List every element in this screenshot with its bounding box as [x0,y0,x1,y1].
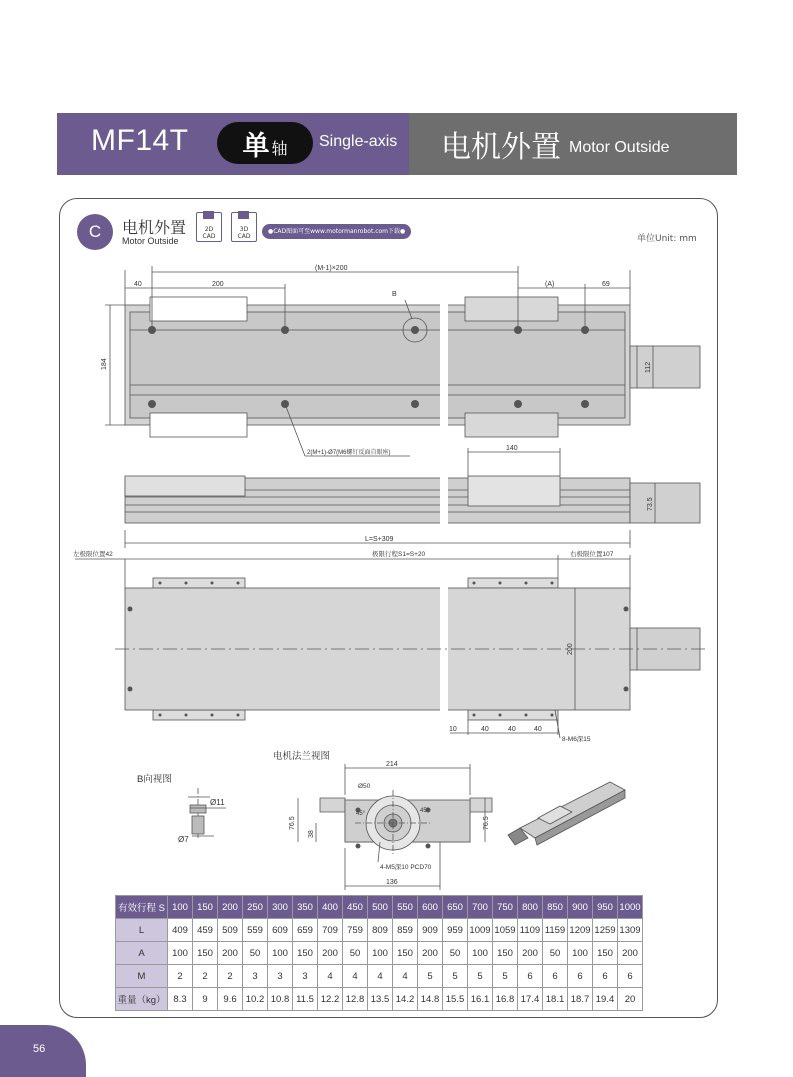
spec-stroke-550: 550 [393,896,418,919]
table-cell: 13.5 [368,988,393,1011]
spec-stroke-950: 950 [593,896,618,919]
table-row-label: 重量（kg） [116,988,168,1011]
motor-en: Motor Outside [569,139,670,156]
spec-header-row [116,896,643,919]
table-cell: 150 [293,942,318,965]
table-cell: 19.4 [593,988,618,1011]
table-row [116,919,643,942]
table-cell: 6 [568,965,593,988]
dim-a: (A) [545,281,555,288]
table-cell: 809 [368,919,393,942]
spec-stroke-300: 300 [268,896,293,919]
cad-3d-icon[interactable] [231,212,257,242]
flange-214: 214 [386,761,398,768]
table-cell: 100 [468,942,493,965]
cad-download-note[interactable]: ●CAD图面可至www.motormanrobot.com下载● [262,224,411,239]
table-row [116,988,643,1011]
banner-left [57,113,409,175]
table-cell: 50 [543,942,568,965]
dim-total-len: L=S+309 [365,536,394,543]
flange-45-a: 45° [356,811,366,817]
table-cell: 17.4 [518,988,543,1011]
dim-holes: 2(M+1)-Ø7(M6螺钉反面自眼座) [307,450,391,456]
table-cell: 959 [443,919,468,942]
axis-en: Single-axis [319,133,398,150]
table-cell: 1009 [468,919,493,942]
table-cell: 12.8 [343,988,368,1011]
b-view-title: B向视图 [137,774,172,785]
table-cell: 100 [568,942,593,965]
table-cell: 609 [268,919,293,942]
table-cell: 559 [243,919,268,942]
table-row-label: A [116,942,168,965]
table-cell: 150 [593,942,618,965]
table-cell: 15.5 [443,988,468,1011]
table-cell: 5 [493,965,518,988]
table-cell: 6 [518,965,543,988]
dim-112: 112 [645,361,652,373]
b-view-11: Ø11 [210,798,225,807]
table-cell: 20 [618,988,643,1011]
table-cell: 12.2 [318,988,343,1011]
dim-40: 40 [134,281,142,288]
table-cell: 9 [193,988,218,1011]
spec-stroke-600: 600 [418,896,443,919]
dim-m6: 8-M6深15 [562,736,591,743]
table-cell: 4 [368,965,393,988]
technical-drawing [60,255,710,895]
table-cell: 859 [393,919,418,942]
spec-stroke-400: 400 [318,896,343,919]
table-cell: 6 [618,965,643,988]
table-cell: 409 [168,919,193,942]
table-row [116,965,643,988]
table-cell: 200 [618,942,643,965]
dim-10: 10 [449,726,457,733]
table-cell: 2 [218,965,243,988]
axis-pill [217,122,313,164]
spec-header-label: 有效行程 S [116,896,168,919]
flange-m5: 4-M5深10 PCD70 [380,864,432,871]
table-cell: 4 [318,965,343,988]
banner-right [409,113,737,175]
table-cell: 1159 [543,919,568,942]
spec-stroke-800: 800 [518,896,543,919]
flange-45-b: 45° [420,808,430,814]
table-cell: 100 [368,942,393,965]
table-cell: 18.1 [543,988,568,1011]
flange-76-5-a: 76.5 [289,816,296,830]
table-cell: 659 [293,919,318,942]
spec-stroke-900: 900 [568,896,593,919]
cad-2d-label: 2D CAD [202,226,216,240]
spec-stroke-250: 250 [243,896,268,919]
table-cell: 759 [343,919,368,942]
table-cell: 2 [168,965,193,988]
table-cell: 11.5 [293,988,318,1011]
table-cell: 509 [218,919,243,942]
table-cell: 50 [443,942,468,965]
table-cell: 709 [318,919,343,942]
table-cell: 50 [243,942,268,965]
dim-200-vertical: 200 [567,643,574,655]
table-cell: 150 [493,942,518,965]
table-cell: 9.6 [218,988,243,1011]
table-cell: 16.1 [468,988,493,1011]
spec-body [116,919,643,1011]
page-number: 56 [33,1043,46,1055]
dim-stroke: 极限行程S1=S+20 [372,551,426,558]
axis-cn-big: 单 [242,130,270,162]
spec-stroke-750: 750 [493,896,518,919]
table-cell: 10.2 [243,988,268,1011]
model-name: MF14T [91,124,189,157]
dim-140: 140 [506,445,518,452]
table-cell: 3 [243,965,268,988]
table-cell: 8.3 [168,988,193,1011]
table-cell: 459 [193,919,218,942]
spec-stroke-100: 100 [168,896,193,919]
dim-184: 184 [101,358,108,370]
unit-label: 单位Unit: mm [637,234,697,244]
table-cell: 16.8 [493,988,518,1011]
table-row-label: M [116,965,168,988]
table-cell: 18.7 [568,988,593,1011]
spec-stroke-200: 200 [218,896,243,919]
table-cell: 200 [218,942,243,965]
spec-stroke-500: 500 [368,896,393,919]
flange-76-5-b: 76.5 [483,816,490,830]
flange-title: 电机法兰视图 [273,751,331,762]
table-cell: 1109 [518,919,543,942]
table-cell: 5 [418,965,443,988]
header-banner [57,113,737,175]
section-title-en: Motor Outside [122,236,179,246]
table-cell: 200 [318,942,343,965]
table-cell: 5 [468,965,493,988]
table-row-label: L [116,919,168,942]
table-cell: 4 [343,965,368,988]
table-cell: 6 [593,965,618,988]
table-cell: 50 [343,942,368,965]
spec-table [115,895,643,1011]
cad-2d-icon[interactable] [196,212,222,242]
dim-b40-c: 40 [534,726,542,733]
table-cell: 3 [293,965,318,988]
table-row [116,942,643,965]
motor-cn: 电机外置 [441,130,561,165]
table-cell: 200 [518,942,543,965]
table-cell: 10.8 [268,988,293,1011]
spec-stroke-350: 350 [293,896,318,919]
table-cell: 150 [393,942,418,965]
table-cell: 14.8 [418,988,443,1011]
table-cell: 6 [543,965,568,988]
table-cell: 909 [418,919,443,942]
spec-stroke-450: 450 [343,896,368,919]
table-cell: 1309 [618,919,643,942]
table-cell: 5 [443,965,468,988]
flange-136: 136 [386,879,398,886]
dim-label-b: B [392,291,397,298]
dim-b40-b: 40 [508,726,516,733]
dim-200: 200 [212,281,224,288]
spec-stroke-1000: 1000 [618,896,643,919]
table-cell: 3 [268,965,293,988]
spec-stroke-850: 850 [543,896,568,919]
table-cell: 100 [268,942,293,965]
b-view-7: Ø7 [178,835,189,844]
table-cell: 4 [393,965,418,988]
table-cell: 200 [418,942,443,965]
dim-top-pitch: (M-1)×200 [315,265,348,272]
table-cell: 14.2 [393,988,418,1011]
spec-stroke-150: 150 [193,896,218,919]
dim-69: 69 [602,281,610,288]
dim-left-limit: 左极限位置42 [73,551,113,558]
section-title-cn: 电机外置 [122,218,187,237]
table-cell: 150 [193,942,218,965]
spec-stroke-700: 700 [468,896,493,919]
dim-right-limit: 右极限位置107 [570,551,614,558]
section-badge: C [77,214,113,250]
table-cell: 1259 [593,919,618,942]
flange-50: Ø50 [358,783,371,790]
spec-stroke-650: 650 [443,896,468,919]
axis-cn-small: 轴 [271,138,288,158]
table-cell: 1059 [493,919,518,942]
table-cell: 1209 [568,919,593,942]
table-cell: 2 [193,965,218,988]
cad-3d-label: 3D CAD [237,226,251,240]
dim-73-5: 73.5 [647,497,654,511]
table-cell: 100 [168,942,193,965]
flange-38: 38 [308,830,315,838]
dim-b40-a: 40 [481,726,489,733]
